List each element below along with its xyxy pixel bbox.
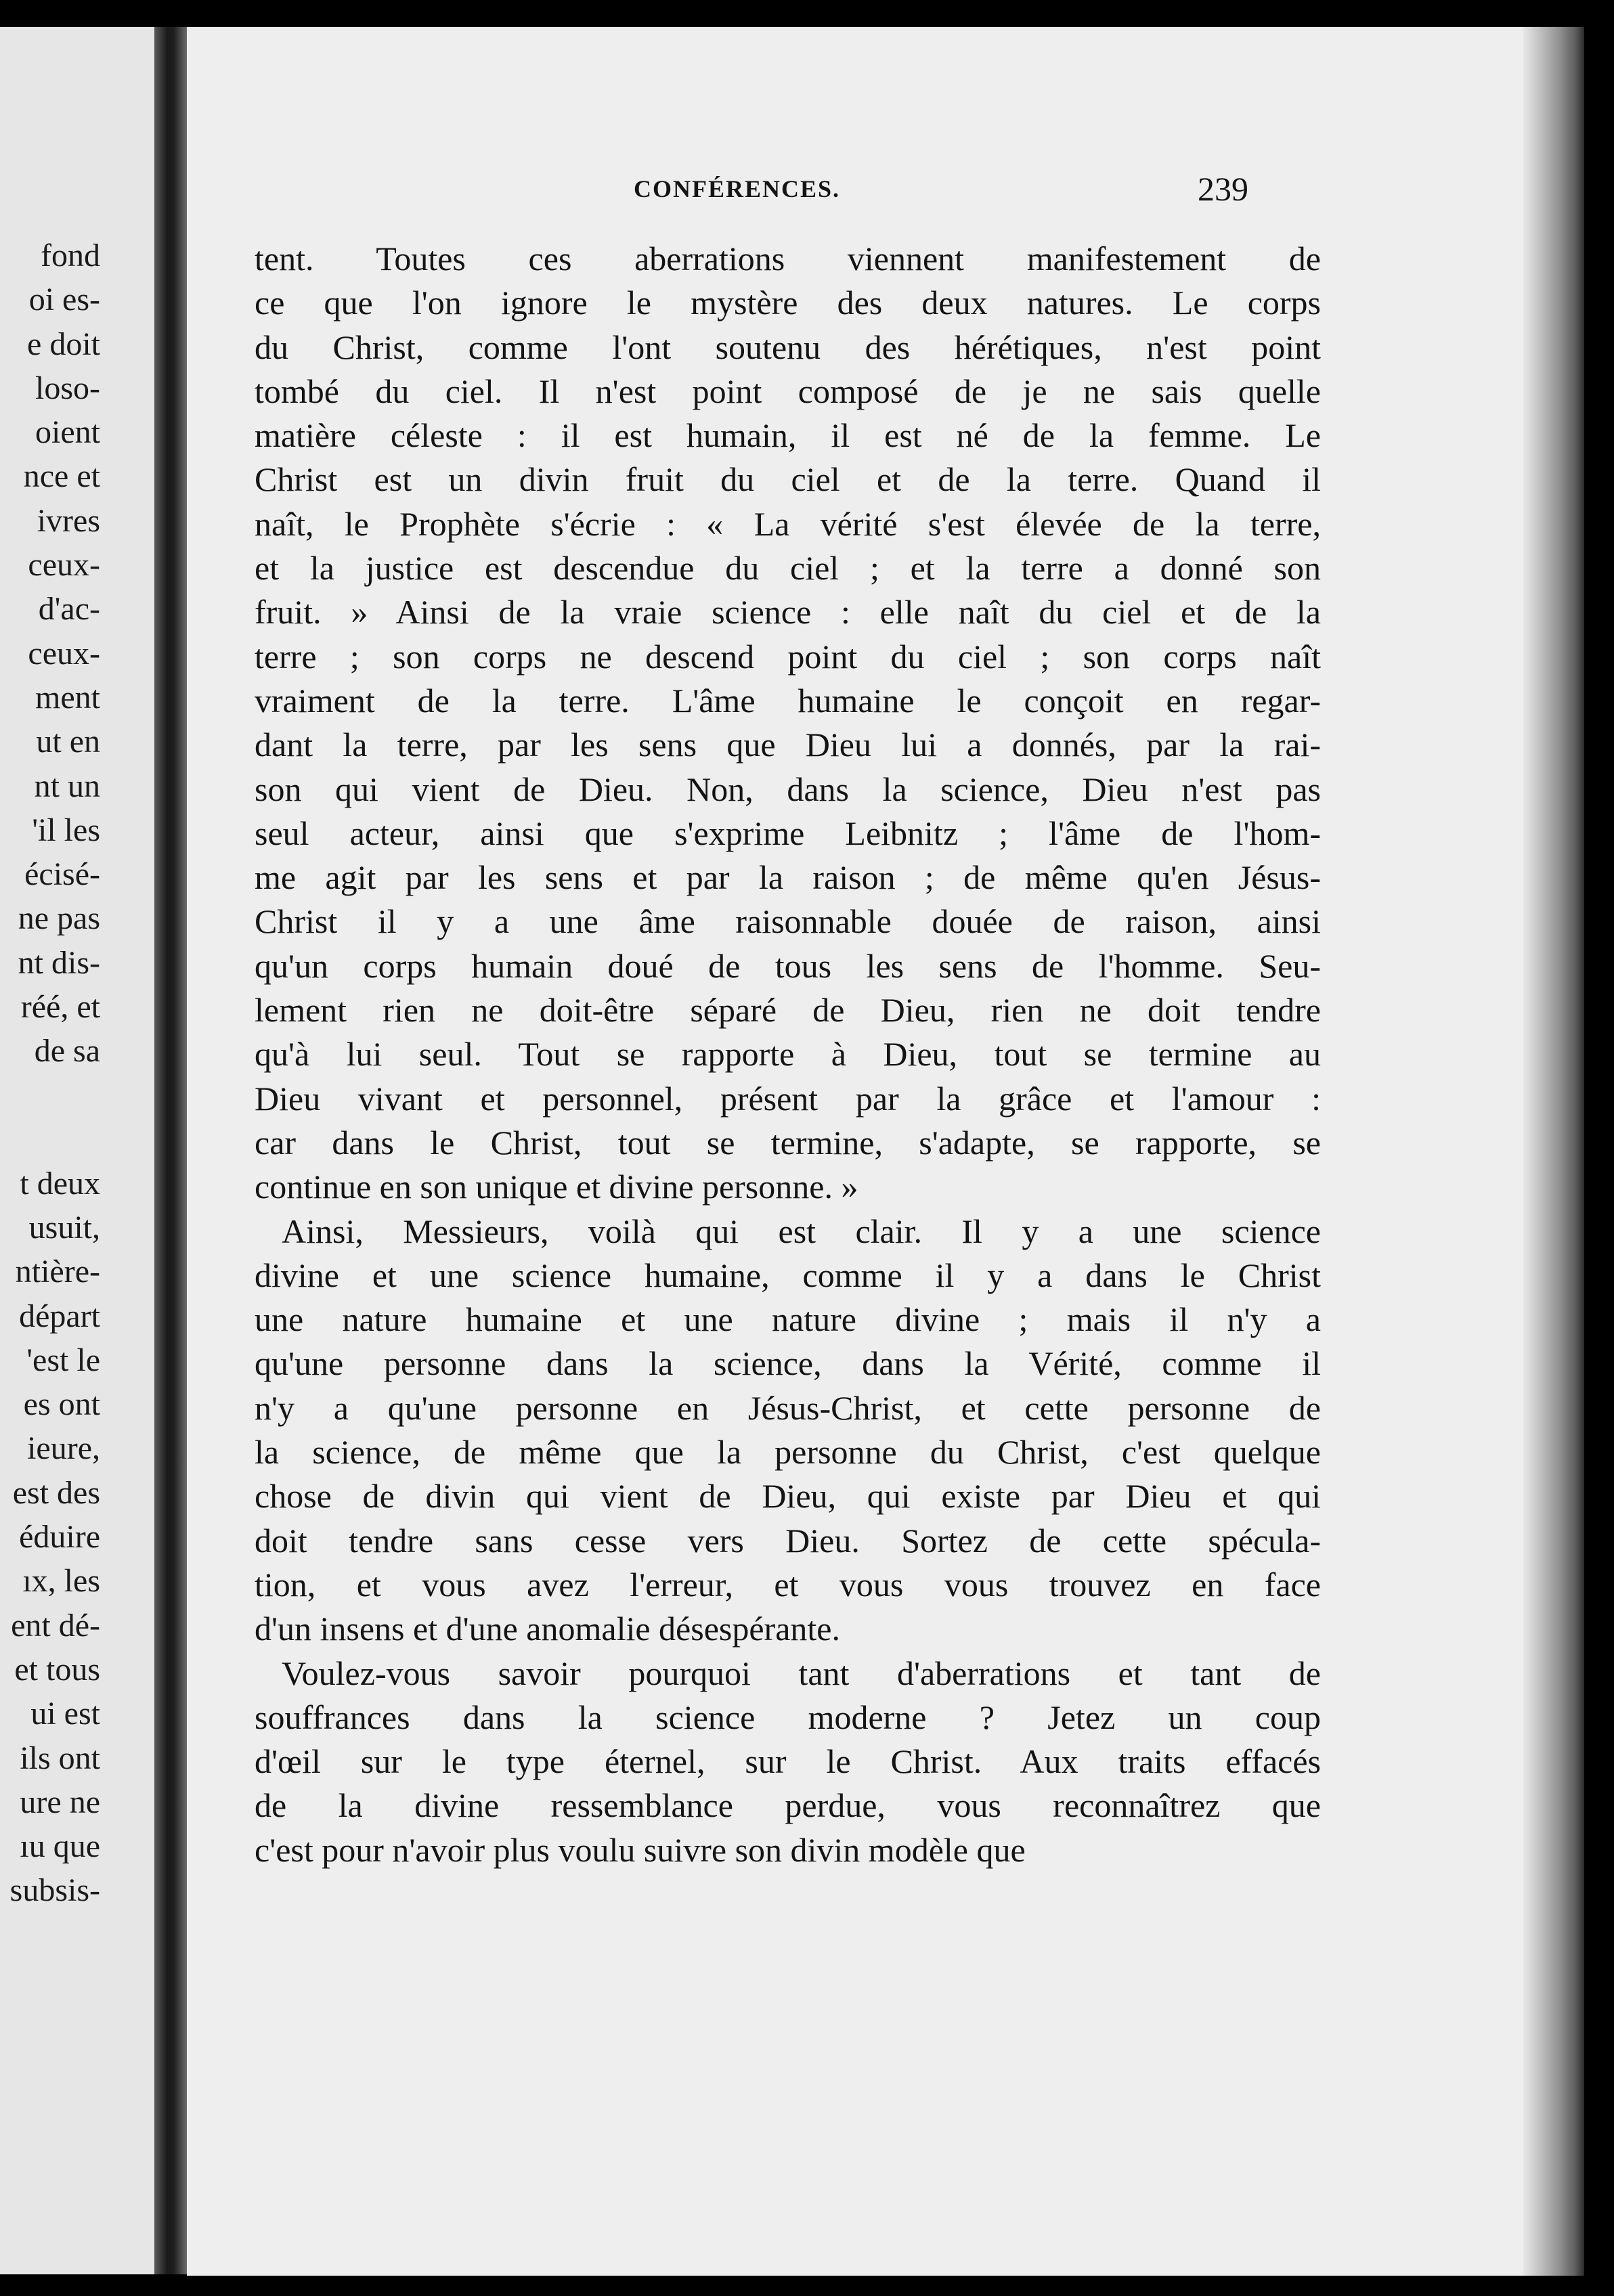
left-page-line: nce et — [23, 458, 100, 495]
body-line: naît, le Prophète s'écrie : « La vérité s'est élevée de la terre, — [255, 504, 1321, 543]
left-page-text — [0, 234, 100, 1913]
left-page-line: départ — [19, 1298, 100, 1334]
body-line: et la justice est descendue du ciel ; et la terre a donné son — [255, 549, 1321, 588]
body-line: du Christ, comme l'ont soutenu des hérétiques, n'est point — [255, 328, 1321, 366]
body-line: d'œil sur le type éternel, sur le Christ. Aux traits effacés — [255, 1742, 1321, 1781]
body-line: car dans le Christ, tout se termine, s'adapte, se rapporte, se — [255, 1123, 1321, 1162]
left-page-line: ne pas — [18, 900, 100, 937]
body-line: Dieu vivant et personnel, présent par la grâce et l'amour : — [255, 1079, 1321, 1118]
body-line: son qui vient de Dieu. Non, dans la science, Dieu n'est pas — [255, 770, 1321, 808]
scan-bottom-border — [0, 2276, 1614, 2296]
left-page-line: nt dis- — [18, 944, 100, 981]
left-page-line: d'ac- — [38, 591, 100, 627]
left-page-line: ceux- — [28, 547, 100, 583]
body-line: d'un insens et d'une anomalie désespérante. — [255, 1610, 840, 1648]
body-line: tombé du ciel. Il n'est point composé de je ne sais quelle — [255, 372, 1321, 410]
body-line: terre ; son corps ne descend point du ciel ; son corps naît — [255, 637, 1321, 676]
body-line: c'est pour n'avoir plus voulu suivre son divin modèle que — [255, 1830, 1026, 1869]
body-line: de la divine ressemblance perdue, vous reconnaîtrez que — [255, 1786, 1321, 1825]
left-page-line: ntière- — [15, 1254, 100, 1290]
body-line: une nature humaine et une nature divine ; mais il n'y a — [255, 1300, 1321, 1339]
body-line: me agit par les sens et par la raison ; de même qu'en Jésus- — [255, 858, 1321, 897]
left-page-line: e doit — [27, 326, 100, 362]
left-page-gap — [0, 1074, 100, 1162]
running-head: CONFÉRENCES. — [634, 175, 841, 202]
left-page-line: de sa — [34, 1033, 100, 1069]
body-line: dant la terre, par les sens que Dieu lui a donnés, par la rai- — [255, 726, 1321, 764]
body-line: chose de divin qui vient de Dieu, qui existe par Dieu et qui — [255, 1477, 1321, 1516]
body-line: Christ est un divin fruit du ciel et de la terre. Quand il — [255, 460, 1321, 499]
left-page-line: es ont — [23, 1386, 100, 1423]
left-page-line: subsis- — [9, 1872, 100, 1909]
body-line: qu'à lui seul. Tout se rapporte à Dieu, tout se termine au — [255, 1035, 1321, 1074]
right-page — [187, 27, 1556, 2276]
body-line: doit tendre sans cesse vers Dieu. Sortez de cette spécula- — [255, 1521, 1321, 1560]
left-page-line: ivres — [37, 502, 100, 539]
page-body — [255, 237, 1321, 1872]
left-page-line: ıu que — [20, 1828, 100, 1865]
body-line: n'y a qu'une personne en Jésus-Christ, et cette personne de — [255, 1388, 1321, 1427]
left-page-line: oi es- — [28, 282, 100, 318]
body-line: souffrances dans la science moderne ? Jetez un coup — [255, 1698, 1321, 1736]
body-line: divine et une science humaine, comme il y a dans le Christ — [255, 1256, 1321, 1294]
left-page-line: fond — [41, 238, 100, 273]
page-number: 239 — [1198, 170, 1248, 208]
left-page-line: ceux- — [28, 635, 100, 671]
body-line: qu'une personne dans la science, dans la Vérité, comme il — [255, 1344, 1321, 1383]
book-gutter — [154, 27, 187, 2274]
body-line: tent. Toutes ces aberrations viennent manifestement de — [255, 240, 1321, 278]
left-page-line: ils ont — [20, 1740, 100, 1776]
left-page-line: nt un — [34, 768, 100, 804]
left-page-line: ui est — [30, 1696, 100, 1732]
left-page-line: réé, et — [20, 989, 100, 1025]
left-page-line: est des — [12, 1474, 100, 1511]
body-line: qu'un corps humain doué de tous les sens de l'homme. Seu- — [255, 946, 1321, 985]
body-line: Ainsi, Messieurs, voilà qui est clair. Il y a une science — [282, 1212, 1321, 1250]
left-page-line: ure ne — [20, 1784, 100, 1820]
left-page-line: t deux — [20, 1165, 100, 1201]
left-page-line: ment — [35, 679, 100, 715]
body-line: lement rien ne doit-être séparé de Dieu, rien ne doit tendre — [255, 991, 1321, 1030]
left-page-line: 'est le — [26, 1342, 100, 1378]
body-line: Christ il y a une âme raisonnable douée de raison, ainsi — [255, 902, 1321, 941]
body-line: la science, de même que la personne du Christ, c'est quelque — [255, 1433, 1321, 1472]
left-page-line: 'il les — [32, 812, 100, 848]
body-line: tion, et vous avez l'erreur, et vous vous trouvez en face — [255, 1565, 1321, 1604]
body-line: Voulez-vous savoir pourquoi tant d'aberrations et tant de — [282, 1654, 1321, 1692]
body-line: seul acteur, ainsi que s'exprime Leibnitz ; l'âme de l'hom- — [255, 814, 1321, 852]
body-line: vraiment de la terre. L'âme humaine le conçoit en regar- — [255, 681, 1321, 720]
left-page-line: oient — [35, 414, 100, 451]
page-edge-shadow — [1523, 27, 1584, 2276]
left-page-line: écisé- — [24, 856, 100, 893]
left-facing-page — [0, 27, 154, 2274]
left-page-line: loso- — [35, 370, 100, 406]
body-line: ce que l'on ignore le mystère des deux natures. Le corps — [255, 284, 1321, 322]
left-page-line: et tous — [14, 1651, 100, 1687]
left-page-line: éduire — [19, 1519, 100, 1555]
left-page-line: ieure, — [27, 1430, 100, 1467]
left-page-line: ent dé- — [11, 1607, 100, 1643]
left-page-line: ut en — [36, 724, 100, 760]
body-line: continue en son unique et divine personne. » — [255, 1168, 858, 1206]
left-page-line: usuit, — [28, 1209, 100, 1245]
left-page-line: ıx, les — [22, 1563, 100, 1599]
body-line: matière céleste : il est humain, il est né de la femme. Le — [255, 416, 1321, 455]
body-line: fruit. » Ainsi de la vraie science : elle naît du ciel et de la — [255, 593, 1321, 632]
